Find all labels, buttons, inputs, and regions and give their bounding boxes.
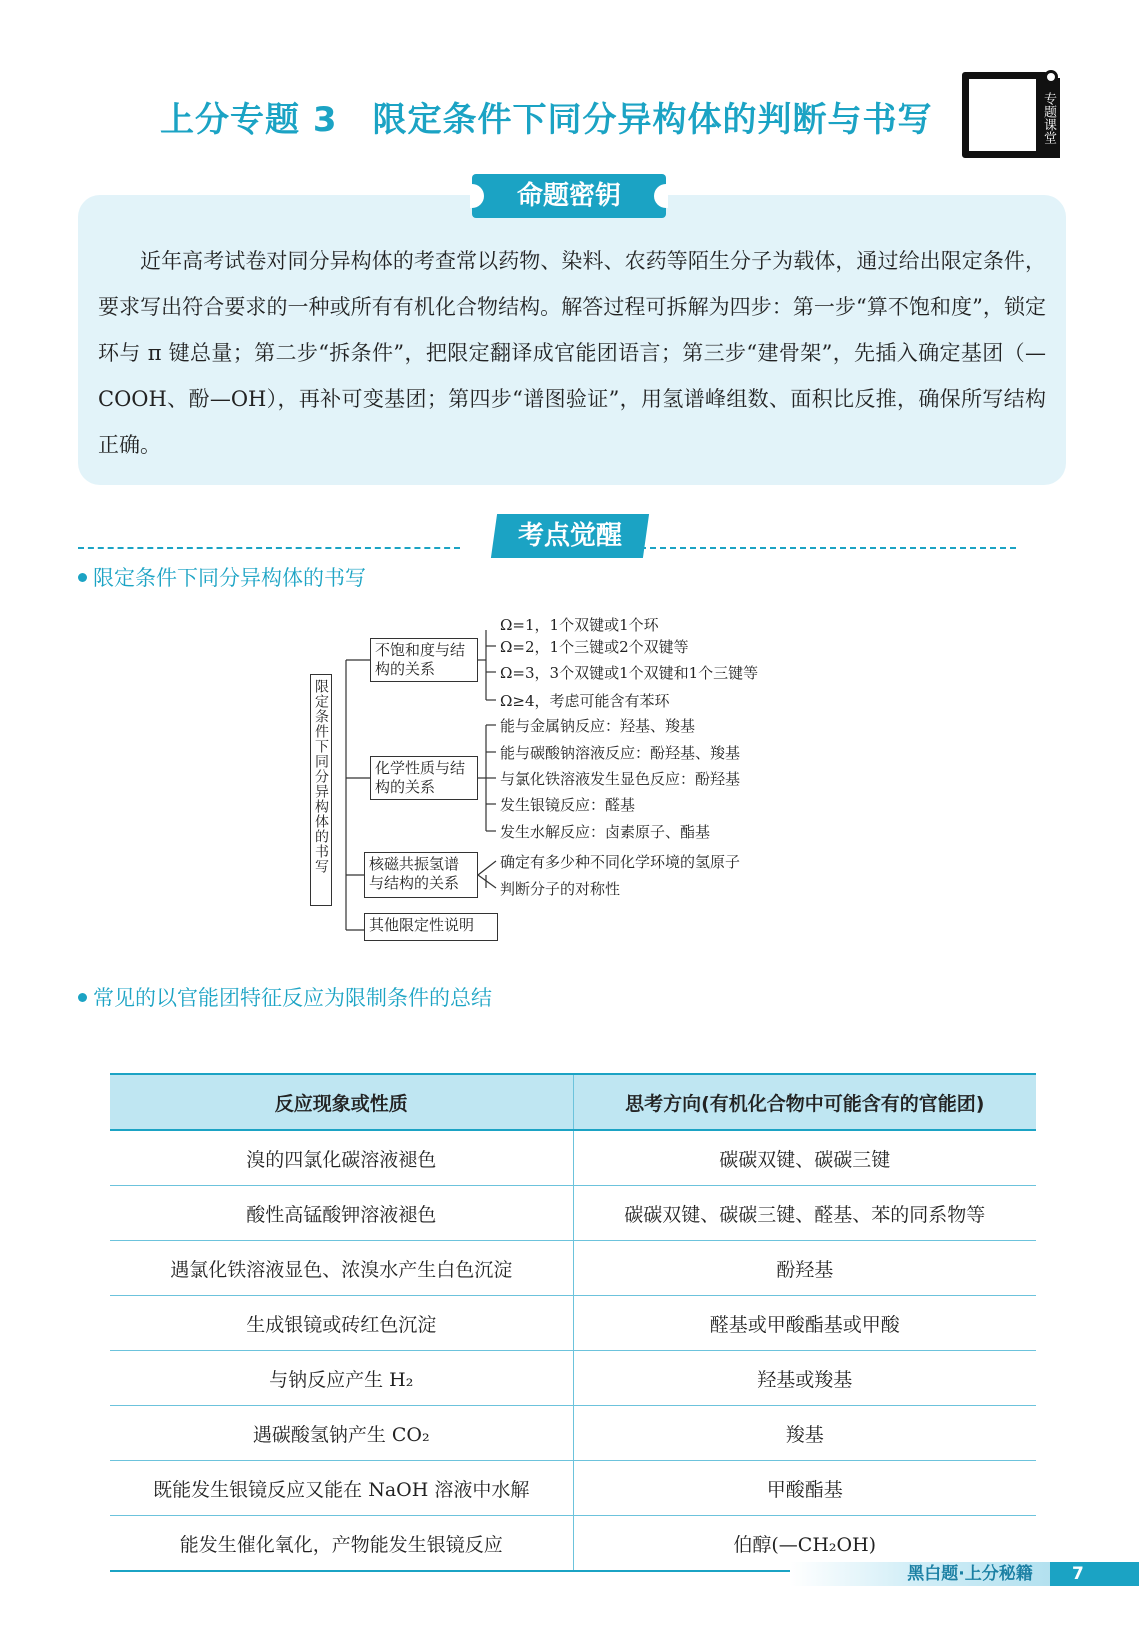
branch-other: 其他限定性说明: [364, 913, 498, 941]
divider-right: [630, 547, 1016, 549]
table-row: [110, 1406, 1036, 1461]
leaf-chem5: 发生水解反应：卤素原子、酯基: [500, 823, 711, 841]
leaf-chem3: 与氯化铁溶液发生显色反应：酚羟基: [500, 770, 741, 788]
table-cell: 醛基或甲酸酯基或甲酸: [573, 1296, 1036, 1351]
leaf-omega2: Ω=2，1个三键或2个双键等: [500, 638, 689, 656]
column-header: 思考方向(有机化合物中可能含有的官能团): [573, 1074, 1036, 1130]
key-paragraph-text: 近年高考试卷对同分异构体的考查常以药物、染料、农药等陌生分子为载体，通过给出限定条件，要求写出符合要求的一种或所有有机化合物结构。解答过程可拆解为四步：第一步“算不饱和度”，锁定环与 π 键总量；第二步“拆条件”，把限定翻译成官能团语言；第三步“建骨架”，先插入确定基团（—COOH、酚—OH），再补可变基团；第四步“谱图验证”，用氢谱峰组数、面积比反推，确保所写结构正确。: [98, 249, 1046, 457]
table-cell: 酚羟基: [573, 1241, 1036, 1296]
table-cell: 羧基: [573, 1406, 1036, 1461]
table-cell: 碳碳双键、碳碳三键、醛基、苯的同系物等: [573, 1186, 1036, 1241]
table-header-row: [110, 1074, 1036, 1130]
table-row: [110, 1130, 1036, 1186]
branch-chemical: 化学性质与结构的关系: [370, 756, 478, 800]
page-number: 7: [1050, 1562, 1139, 1586]
section2-heading-text: 常见的以官能团特征反应为限制条件的总结: [93, 986, 492, 1010]
page-title: 上分专题 3 限定条件下同分异构体的判断与书写: [160, 100, 933, 140]
table-cell: 与钠反应产生 H₂: [110, 1351, 573, 1406]
leaf-omega3: Ω=3，3个双键或1个双键和1个三键等: [500, 664, 759, 682]
table-cell: 遇碳酸氢钠产生 CO₂: [110, 1406, 573, 1461]
footer-text: 黑白题·上分秘籍: [907, 1564, 1033, 1584]
table-cell: 遇氯化铁溶液显色、浓溴水产生白色沉淀: [110, 1241, 573, 1296]
table-cell: 既能发生银镜反应又能在 NaOH 溶液中水解: [110, 1461, 573, 1516]
table-cell: 溴的四氯化碳溶液褪色: [110, 1130, 573, 1186]
table-cell: 生成银镜或砖红色沉淀: [110, 1296, 573, 1351]
table-cell: 酸性高锰酸钾溶液褪色: [110, 1186, 573, 1241]
bullet-icon: [78, 573, 87, 582]
table-cell: 羟基或羧基: [573, 1351, 1036, 1406]
column-header: 反应现象或性质: [110, 1074, 573, 1130]
branch-unsaturation: 不饱和度与结构的关系: [370, 638, 478, 682]
badge-label: 专题课堂: [1036, 78, 1060, 158]
structure-diagram: [313, 616, 840, 990]
badge-hex-icon: [1044, 70, 1058, 84]
table-cell: 碳碳双键、碳碳三键: [573, 1130, 1036, 1186]
leaf-nmr1: 确定有多少种不同化学环境的氢原子: [500, 853, 741, 871]
leaf-chem2: 能与碳酸钠溶液反应：酚羟基、羧基: [500, 744, 741, 762]
diagram-root: 限定条件下同分异构体的书写: [310, 674, 332, 906]
table-cell: 能发生催化氧化，产物能发生银镜反应: [110, 1516, 573, 1572]
divider-left: [78, 547, 460, 549]
table-row: [110, 1461, 1036, 1516]
table-cell: 甲酸酯基: [573, 1461, 1036, 1516]
table-row: [110, 1296, 1036, 1351]
summary-table: [110, 1073, 1036, 1572]
leaf-omega1: Ω=1，1个双键或1个环: [500, 616, 659, 634]
leaf-chem1: 能与金属钠反应：羟基、羧基: [500, 717, 696, 735]
topic-badge: [962, 72, 1060, 164]
leaf-nmr2: 判断分子的对称性: [500, 880, 621, 898]
key-paragraph: [98, 238, 1046, 468]
section1-heading-text: 限定条件下同分异构体的书写: [93, 566, 366, 590]
table-row: [110, 1351, 1036, 1406]
branch-nmr: 核磁共振氢谱与结构的关系: [364, 852, 478, 898]
leaf-omega4: Ω≥4，考虑可能含有苯环: [500, 692, 670, 710]
leaf-chem4: 发生银镜反应：醛基: [500, 796, 636, 814]
table-row: [110, 1186, 1036, 1241]
section2-heading: [78, 982, 492, 1012]
kaodian-tag-label: 考点觉醒: [517, 521, 622, 551]
section1-heading: [78, 562, 366, 592]
table-cell: 伯醇(—CH₂OH): [573, 1516, 1036, 1572]
kaodian-tag: [491, 514, 649, 558]
bullet-icon: [78, 993, 87, 1002]
key-tag: 命题密钥: [472, 174, 666, 218]
table-row: [110, 1241, 1036, 1296]
